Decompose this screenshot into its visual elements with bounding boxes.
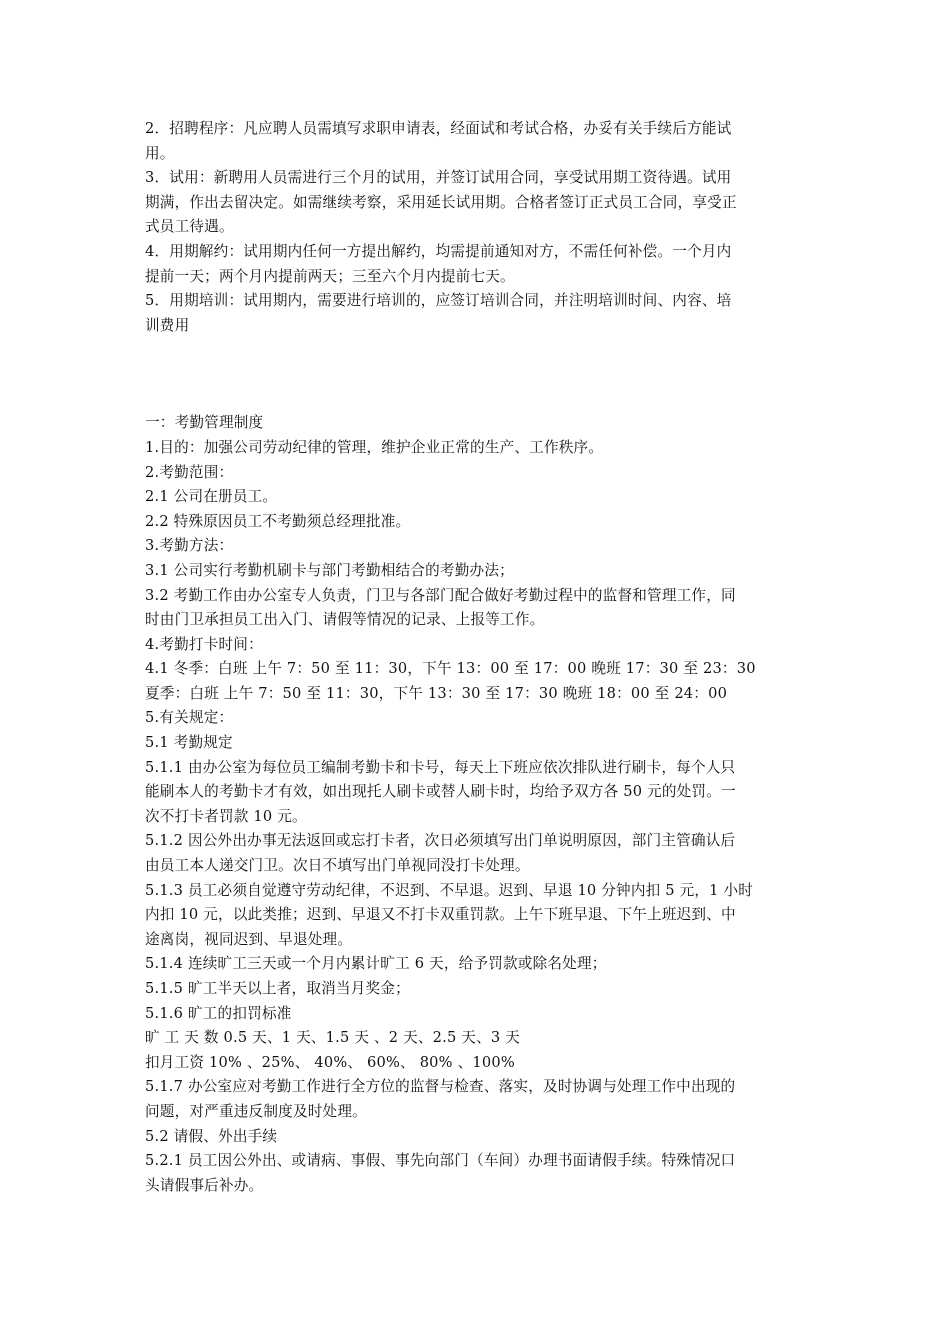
text-line: 3.考勤方法： — [145, 537, 234, 555]
text-line: 内扣 10 元，以此类推；迟到、早退又不打卡双重罚款。上午下班早退、下午上班迟到、中 — [145, 906, 736, 924]
section-heading: 一：考勤管理制度 — [145, 414, 264, 432]
text-line: 5.1.3 员工必须自觉遵守劳动纪律，不迟到、不早退。迟到、早退 10 分钟内扣 5 元，1 小时 — [145, 881, 754, 899]
text-line: 5.1.2 因公外出办事无法返回或忘打卡者，次日必须填写出门单说明原因，部门主管确认后 — [145, 832, 736, 850]
text-line: 3.1 公司实行考勤机刷卡与部门考勤相结合的考勤办法； — [145, 561, 514, 579]
text-line: 旷 工 天 数 0.5 天、1 天、1.5 天 、2 天、2.5 天、3 天 — [145, 1029, 521, 1047]
text-line: 2.1 公司在册员工。 — [145, 488, 278, 506]
text-line: 5.1 考勤规定 — [145, 734, 233, 752]
text-line: 5．用期培训：试用期内，需要进行培训的，应签订培训合同，并注明培训时间、内容、培 — [145, 292, 732, 310]
section-probation — [145, 117, 810, 338]
text-line: 5.2 请假、外出手续 — [145, 1127, 278, 1145]
text-line: 5.1.5 旷工半天以上者，取消当月奖金； — [145, 980, 410, 997]
document-page — [145, 117, 810, 1198]
text-line: 5.2.1 员工因公外出、或请病、事假、事先向部门（车间）办理书面请假手续。特殊情况口 — [145, 1152, 736, 1170]
section-attendance — [145, 411, 810, 1198]
text-line: 4．用期解约：试用期内任何一方提出解约，均需提前通知对方，不需任何补偿。一个月内 — [145, 242, 732, 260]
section-spacer — [145, 338, 810, 411]
text-line: 用。 — [145, 144, 175, 162]
text-line: 提前一天；两个月内提前两天；三至六个月内提前七天。 — [145, 267, 515, 285]
text-line: 训费用 — [145, 316, 190, 334]
text-line: 4.1 冬季：白班 上午 7：50 至 11：30，下午 13：00 至 17：00 晚班 17：30 至 23：30 — [145, 660, 756, 678]
text-line: 能刷本人的考勤卡才有效，如出现托人刷卡或替人刷卡时，均给予双方各 50 元的处罚。一 — [145, 783, 736, 801]
text-line: 由员工本人递交门卫。次日不填写出门单视同没打卡处理。 — [145, 857, 530, 875]
text-line: 5.1.1 由办公室为每位员工编制考勤卡和卡号，每天上下班应依次排队进行刷卡，每个人只 — [145, 758, 736, 776]
text-line: 5.1.6 旷工的扣罚标准 — [145, 1004, 292, 1022]
text-line: 2．招聘程序：凡应聘人员需填写求职申请表，经面试和考试合格，办妥有关手续后方能试 — [145, 120, 732, 137]
text-line: 4.考勤打卡时间： — [145, 635, 263, 653]
text-line: 次不打卡者罚款 10 元。 — [145, 807, 307, 825]
text-line: 问题，对严重违反制度及时处理。 — [145, 1102, 367, 1120]
text-line: 途离岗，视同迟到、早退处理。 — [145, 930, 353, 948]
text-line: 头请假事后补办。 — [145, 1176, 264, 1194]
text-line: 5.有关规定： — [145, 709, 234, 727]
text-line: 2.考勤范围： — [145, 463, 234, 481]
text-line: 期满，作出去留决定。如需继续考察，采用延长试用期。合格者签订正式员工合同，享受正 — [145, 193, 737, 211]
text-line: 夏季：白班 上午 7：50 至 11：30，下午 13：30 至 17：30 晚班 18：00 至 24：00 — [145, 684, 728, 702]
text-line: 1.目的：加强公司劳动纪律的管理，维护企业正常的生产、工作秩序。 — [145, 438, 604, 456]
text-line: 扣月工资 10% 、25%、 40%、 60%、 80% 、100% — [145, 1053, 515, 1071]
text-line: 式员工待遇。 — [145, 218, 234, 236]
text-line: 3.2 考勤工作由办公室专人负责，门卫与各部门配合做好考勤过程中的监督和管理工作，同 — [145, 586, 736, 604]
text-line: 3．试用：新聘用人员需进行三个月的试用，并签订试用合同，享受试用期工资待遇。试用 — [145, 169, 732, 187]
text-line: 2.2 特殊原因员工不考勤须总经理批准。 — [145, 512, 411, 530]
text-line: 5.1.4 连续旷工三天或一个月内累计旷工 6 天，给予罚款或除名处理； — [145, 955, 607, 973]
text-line: 时由门卫承担员工出入门、请假等情况的记录、上报等工作。 — [145, 611, 545, 629]
text-line: 5.1.7 办公室应对考勤工作进行全方位的监督与检查、落实，及时协调与处理工作中出现的 — [145, 1078, 736, 1096]
